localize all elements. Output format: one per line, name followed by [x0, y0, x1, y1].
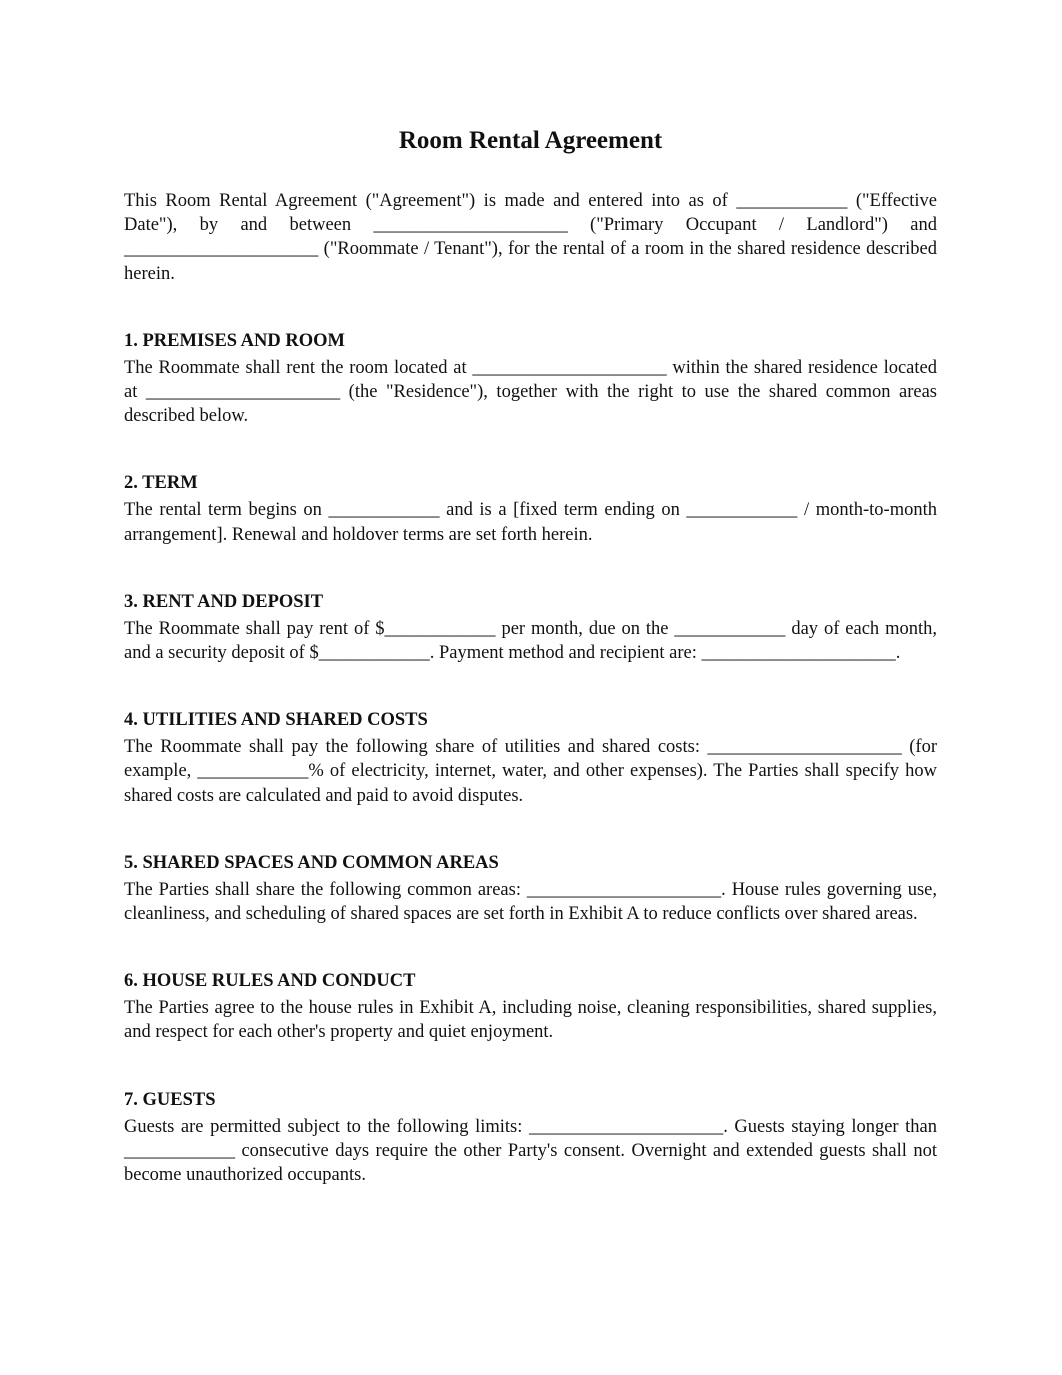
section-body: The Parties agree to the house rules in Exhibit A, including noise, cleaning responsibilities, shared supplies, and respect for each other's property and quiet enjoyment.: [124, 998, 937, 1043]
section-heading: 4. UTILITIES AND SHARED COSTS: [124, 710, 428, 731]
section-heading: 7. GUESTS: [124, 1089, 216, 1110]
section-body: The rental term begins on ____________ and is a [fixed term ending on ____________ / month-to-month arrangement]. Renewal and holdover terms are set forth herein.: [124, 500, 937, 545]
section-body: The Roommate shall pay rent of $____________ per month, due on the ____________ day of each month, and a security deposit of $____________. Payment method and recipient are: _____________________.: [124, 618, 937, 664]
section-guests: [124, 1087, 937, 1188]
section-heading: 6. HOUSE RULES AND CONDUCT: [124, 971, 416, 992]
document-page: [124, 124, 937, 1187]
document-title: Room Rental Agreement: [398, 127, 663, 154]
section-body: The Roommate shall rent the room located at _____________________ within the shared residence located at _____________________ (the "Residence"), together with the right to use the shared common areas described below.: [124, 357, 937, 427]
section-heading: 5. SHARED SPACES AND COMMON AREAS: [124, 852, 499, 873]
section-body: The Parties shall share the following common areas: _____________________. House rules governing use, cleanliness, and scheduling of shared spaces are set forth in Exhibit A to reduce conflicts over shared areas.: [124, 879, 937, 925]
section-heading: 1. PREMISES AND ROOM: [124, 330, 345, 351]
section-heading: 3. RENT AND DEPOSIT: [124, 591, 324, 612]
section-house-rules: [124, 968, 937, 1044]
section-utilities-and-shared-costs: [124, 707, 937, 808]
section-shared-spaces: [124, 850, 937, 926]
section-heading: 2. TERM: [124, 473, 198, 494]
section-body: Guests are permitted subject to the following limits: _____________________. Guests staying longer than ____________ consecutive days require the other Party's consent. Overnight and extended guests shall not become unauthorized occupants.: [124, 1116, 937, 1186]
section-body: The Roommate shall pay the following share of utilities and shared costs: _____________________ (for example, ____________% of electricity, internet, water, and other expenses). The Parties shall specify how shared costs are calculated and paid to avoid disputes.: [124, 737, 937, 806]
section-premises-and-room: [124, 328, 937, 429]
intro-paragraph: This Room Rental Agreement ("Agreement") is made and entered into as of ____________ ("Effective Date"), by and between _____________________ ("Primary Occupant / Landlord") and _____________________ ("Roommate / Tenant"), for the rental of a room in the shared residence described herein.: [124, 191, 937, 284]
section-term: [124, 470, 937, 546]
section-rent-and-deposit: [124, 589, 937, 665]
